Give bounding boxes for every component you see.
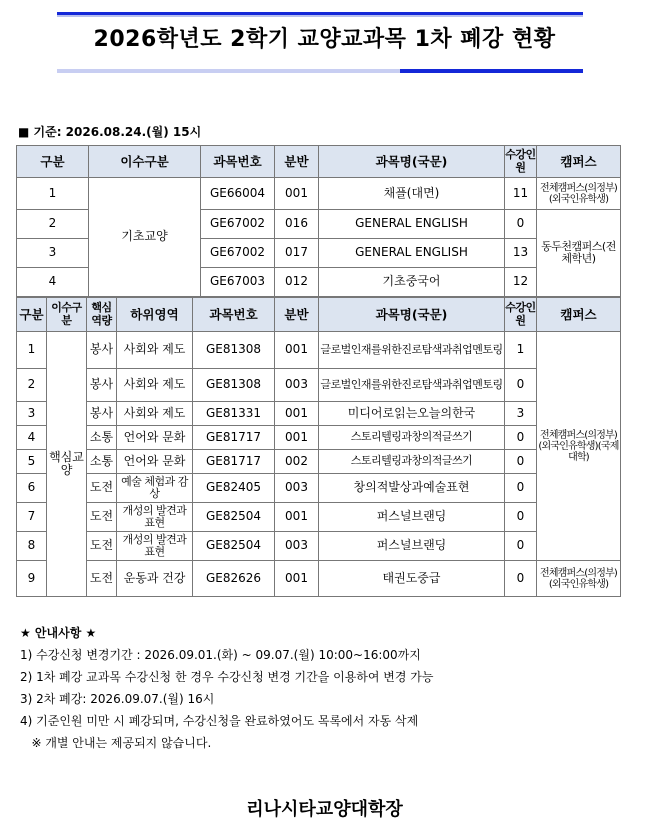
domain: 개성의 발견과 표현 [117, 503, 193, 532]
domain: 언어와 문화 [117, 450, 193, 474]
section: 001 [275, 561, 319, 597]
header-section: 분반 [275, 146, 319, 178]
notice-item: ※ 개별 안내는 제공되지 않습니다. [20, 736, 212, 750]
section: 001 [275, 402, 319, 426]
competency: 도전 [87, 561, 117, 597]
competency: 도전 [87, 532, 117, 561]
enrollment: 0 [505, 426, 537, 450]
enrollment: 0 [505, 532, 537, 561]
page-title: 2026학년도 2학기 교양교과목 1차 폐강 현황 [93, 27, 556, 52]
course-code: GE66004 [201, 178, 275, 210]
course-name: 글로벌인재를위한진로탐색과취업멘토링 [319, 369, 505, 402]
header-enrollment: 수강인원 [505, 146, 537, 178]
basic-liberal-arts-table [16, 145, 621, 297]
domain: 사회와 제도 [117, 332, 193, 369]
enrollment: 12 [505, 268, 537, 297]
competency: 봉사 [87, 332, 117, 369]
notice-heading: ★ 안내사항 ★ [20, 626, 97, 640]
course-code: GE81717 [193, 450, 275, 474]
competency: 봉사 [87, 369, 117, 402]
header-no: 구분 [17, 146, 89, 178]
table-header-row [17, 146, 621, 178]
notice-section [20, 622, 434, 754]
course-name: 퍼스널브랜딩 [319, 532, 505, 561]
table-row [17, 561, 621, 597]
course-name: 퍼스널브랜딩 [319, 503, 505, 532]
row-no: 2 [17, 210, 89, 239]
table-row [17, 402, 621, 426]
table-row [17, 503, 621, 532]
row-no: 7 [17, 503, 47, 532]
domain: 사회와 제도 [117, 369, 193, 402]
course-code: GE67003 [201, 268, 275, 297]
course-code: GE82504 [193, 532, 275, 561]
campus-group: 전체캠퍼스(의정부)(외국인유학생)(국제대학) [537, 332, 621, 561]
table-row [17, 178, 621, 210]
section: 003 [275, 474, 319, 503]
section: 003 [275, 532, 319, 561]
course-code: GE81717 [193, 426, 275, 450]
header-category: 이수구분 [47, 298, 87, 332]
course-name: GENERAL ENGLISH [319, 239, 505, 268]
competency: 도전 [87, 503, 117, 532]
course-name: 글로벌인재를위한진로탐색과취업멘토링 [319, 332, 505, 369]
course-code: GE82405 [193, 474, 275, 503]
enrollment: 0 [505, 561, 537, 597]
table-row [17, 474, 621, 503]
footer-signature: 리나시타교양대학장 [246, 799, 403, 820]
enrollment: 0 [505, 474, 537, 503]
section: 001 [275, 503, 319, 532]
competency: 도전 [87, 474, 117, 503]
course-code: GE81308 [193, 369, 275, 402]
row-no: 4 [17, 426, 47, 450]
header-campus: 캠퍼스 [537, 298, 621, 332]
course-name: 스토리텔링과창의적글쓰기 [319, 426, 505, 450]
table-row [17, 369, 621, 402]
row-no: 3 [17, 402, 47, 426]
course-code: GE82504 [193, 503, 275, 532]
competency: 소통 [87, 450, 117, 474]
header-enrollment: 수강인원 [505, 298, 537, 332]
campus: 전체캠퍼스(의정부)(외국인유학생) [537, 561, 621, 597]
section: 017 [275, 239, 319, 268]
competency: 소통 [87, 426, 117, 450]
section: 003 [275, 369, 319, 402]
notice-item: 2) 1차 폐강 교과목 수강신청 한 경우 수강신청 변경 기간을 이용하여 변경 가능 [20, 670, 434, 684]
category-cell: 핵심교양 [47, 332, 87, 597]
header-course-name: 과목명(국문) [319, 298, 505, 332]
header-no: 구분 [17, 298, 47, 332]
table-row [17, 426, 621, 450]
header-domain: 하위영역 [117, 298, 193, 332]
course-code: GE67002 [201, 239, 275, 268]
domain: 예술 체험과 감상 [117, 474, 193, 503]
enrollment: 0 [505, 450, 537, 474]
header-category: 이수구분 [89, 146, 201, 178]
notice-item: 3) 2차 폐강: 2026.09.07.(월) 16시 [20, 692, 215, 706]
section: 016 [275, 210, 319, 239]
domain: 사회와 제도 [117, 402, 193, 426]
row-no: 3 [17, 239, 89, 268]
enrollment: 0 [505, 503, 537, 532]
table-header-row [17, 298, 621, 332]
course-name: 기초중국어 [319, 268, 505, 297]
section: 001 [275, 178, 319, 210]
row-no: 9 [17, 561, 47, 597]
course-name: 미디어로읽는오늘의한국 [319, 402, 505, 426]
competency: 봉사 [87, 402, 117, 426]
enrollment: 0 [505, 210, 537, 239]
title-bar-top-shade [57, 15, 583, 17]
row-no: 1 [17, 332, 47, 369]
notice-item: 1) 수강신청 변경기간 : 2026.09.01.(화) ~ 09.07.(월) 10:00~16:00까지 [20, 648, 421, 662]
domain: 언어와 문화 [117, 426, 193, 450]
row-no: 2 [17, 369, 47, 402]
campus: 전체캠퍼스(의정부)(외국인유학생) [537, 178, 621, 210]
section: 001 [275, 332, 319, 369]
header-section: 분반 [275, 298, 319, 332]
section: 012 [275, 268, 319, 297]
table-row [17, 332, 621, 369]
domain: 개성의 발견과 표현 [117, 532, 193, 561]
course-name: 창의적발상과예술표현 [319, 474, 505, 503]
course-code: GE82626 [193, 561, 275, 597]
table-row [17, 450, 621, 474]
row-no: 6 [17, 474, 47, 503]
course-name: GENERAL ENGLISH [319, 210, 505, 239]
header-code: 과목번호 [193, 298, 275, 332]
notice-item: 4) 기준인원 미만 시 폐강되며, 수강신청을 완료하였어도 목록에서 자동 삭제 [20, 714, 419, 728]
course-name: 채플(대면) [319, 178, 505, 210]
header-campus: 캠퍼스 [537, 146, 621, 178]
domain: 운동과 건강 [117, 561, 193, 597]
enrollment: 0 [505, 369, 537, 402]
header-code: 과목번호 [201, 146, 275, 178]
basis-date: ■ 기준: 2026.08.24.(월) 15시 [18, 125, 202, 139]
course-name: 스토리텔링과창의적글쓰기 [319, 450, 505, 474]
course-name: 태권도중급 [319, 561, 505, 597]
enrollment: 1 [505, 332, 537, 369]
row-no: 4 [17, 268, 89, 297]
header-competency: 핵심역량 [87, 298, 117, 332]
row-no: 5 [17, 450, 47, 474]
category-cell: 기초교양 [89, 178, 201, 297]
course-code: GE67002 [201, 210, 275, 239]
core-liberal-arts-table [16, 297, 621, 597]
header-course-name: 과목명(국문) [319, 146, 505, 178]
enrollment: 11 [505, 178, 537, 210]
row-no: 8 [17, 532, 47, 561]
campus: 동두천캠퍼스(전체학년) [537, 210, 621, 297]
course-code: GE81308 [193, 332, 275, 369]
table-row [17, 532, 621, 561]
enrollment: 3 [505, 402, 537, 426]
title-bar-bottom-accent [400, 69, 583, 73]
course-code: GE81331 [193, 402, 275, 426]
enrollment: 13 [505, 239, 537, 268]
row-no: 1 [17, 178, 89, 210]
section: 001 [275, 426, 319, 450]
section: 002 [275, 450, 319, 474]
